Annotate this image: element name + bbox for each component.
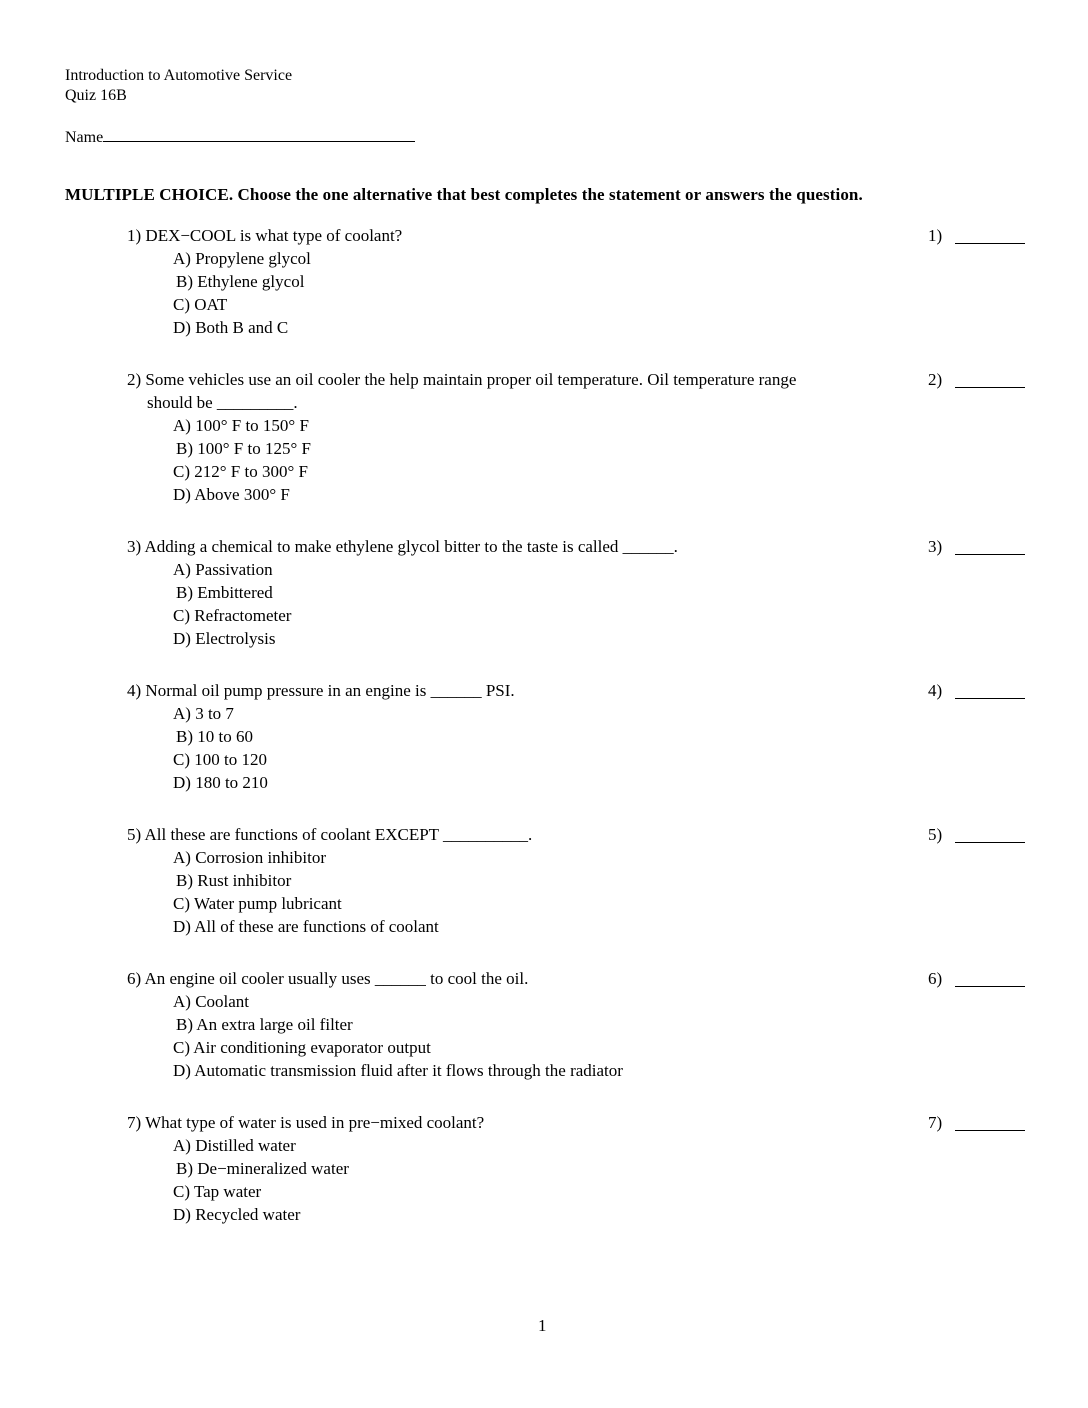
answer-option: A) 3 to 7 (173, 704, 234, 723)
answer-blank-line[interactable] (955, 387, 1025, 388)
answer-option: A) Distilled water (173, 1136, 296, 1155)
name-field[interactable] (65, 125, 415, 147)
answer-number: 6) (928, 969, 943, 988)
answer-option: B) 100° F to 125° F (176, 439, 311, 458)
question-stem: 2) Some vehicles use an oil cooler the help maintain proper oil temperature. Oil temperature range (127, 370, 797, 389)
answer-option: B) De−mineralized water (176, 1159, 349, 1178)
question-4 (127, 679, 1047, 794)
answer-blank-line[interactable] (955, 986, 1025, 987)
question-stem: should be _________. (147, 393, 298, 412)
page-number: 1 (538, 1316, 547, 1335)
answer-blank-line[interactable] (955, 1130, 1025, 1131)
question-stem: 3) Adding a chemical to make ethylene glycol bitter to the taste is called ______. (127, 537, 678, 556)
question-3 (127, 535, 1047, 650)
answer-number: 4) (928, 681, 943, 700)
question-6 (127, 967, 1047, 1082)
answer-blank-line[interactable] (955, 554, 1025, 555)
name-label: Name (65, 129, 104, 146)
answer-option: D) Electrolysis (173, 629, 276, 648)
answer-option: C) 212° F to 300° F (173, 462, 308, 481)
answer-option: B) Rust inhibitor (176, 871, 292, 890)
answer-option: C) Refractometer (173, 606, 292, 625)
answer-number: 3) (928, 537, 943, 556)
question-2 (127, 368, 1047, 506)
answer-number: 7) (928, 1113, 943, 1132)
answer-option: B) 10 to 60 (176, 727, 253, 746)
question-stem: 5) All these are functions of coolant EXCEPT __________. (127, 825, 533, 844)
answer-option: A) Passivation (173, 560, 273, 579)
instructions: MULTIPLE CHOICE. Choose the one alternative that best completes the statement or answers the question. (65, 185, 863, 204)
answer-blank-line[interactable] (955, 842, 1025, 843)
answer-number: 1) (928, 226, 943, 245)
answer-option: A) Corrosion inhibitor (173, 848, 326, 867)
answer-option: D) Above 300° F (173, 485, 290, 504)
answer-option: C) Air conditioning evaporator output (173, 1038, 431, 1057)
answer-blank-line[interactable] (955, 243, 1025, 244)
answer-option: C) Tap water (173, 1182, 262, 1201)
answer-option: D) Both B and C (173, 318, 289, 337)
answer-option: B) Ethylene glycol (176, 272, 305, 291)
question-5 (127, 823, 1047, 938)
answer-option: D) 180 to 210 (173, 773, 268, 792)
question-stem: 6) An engine oil cooler usually uses ______ to cool the oil. (127, 969, 529, 988)
answer-number: 2) (928, 370, 943, 389)
answer-option: D) Automatic transmission fluid after it flows through the radiator (173, 1061, 623, 1080)
answer-option: B) An extra large oil filter (176, 1015, 353, 1034)
question-7 (127, 1111, 1047, 1226)
answer-option: A) 100° F to 150° F (173, 416, 309, 435)
question-stem: 4) Normal oil pump pressure in an engine is ______ PSI. (127, 681, 515, 700)
answer-option: C) Water pump lubricant (173, 894, 342, 913)
course-title: Introduction to Automotive Service (65, 67, 293, 84)
question-stem: 1) DEX−COOL is what type of coolant? (127, 226, 403, 245)
answer-option: B) Embittered (176, 583, 273, 602)
name-blank-line[interactable] (103, 125, 415, 142)
answer-option: A) Coolant (173, 992, 250, 1011)
quiz-title: Quiz 16B (65, 87, 127, 104)
answer-blank-line[interactable] (955, 698, 1025, 699)
question-1 (127, 224, 1047, 339)
answer-option: C) 100 to 120 (173, 750, 267, 769)
answer-option: D) All of these are functions of coolant (173, 917, 439, 936)
answer-option: A) Propylene glycol (173, 249, 311, 268)
answer-option: D) Recycled water (173, 1205, 301, 1224)
question-stem: 7) What type of water is used in pre−mixed coolant? (127, 1113, 485, 1132)
answer-number: 5) (928, 825, 943, 844)
answer-option: C) OAT (173, 295, 228, 314)
